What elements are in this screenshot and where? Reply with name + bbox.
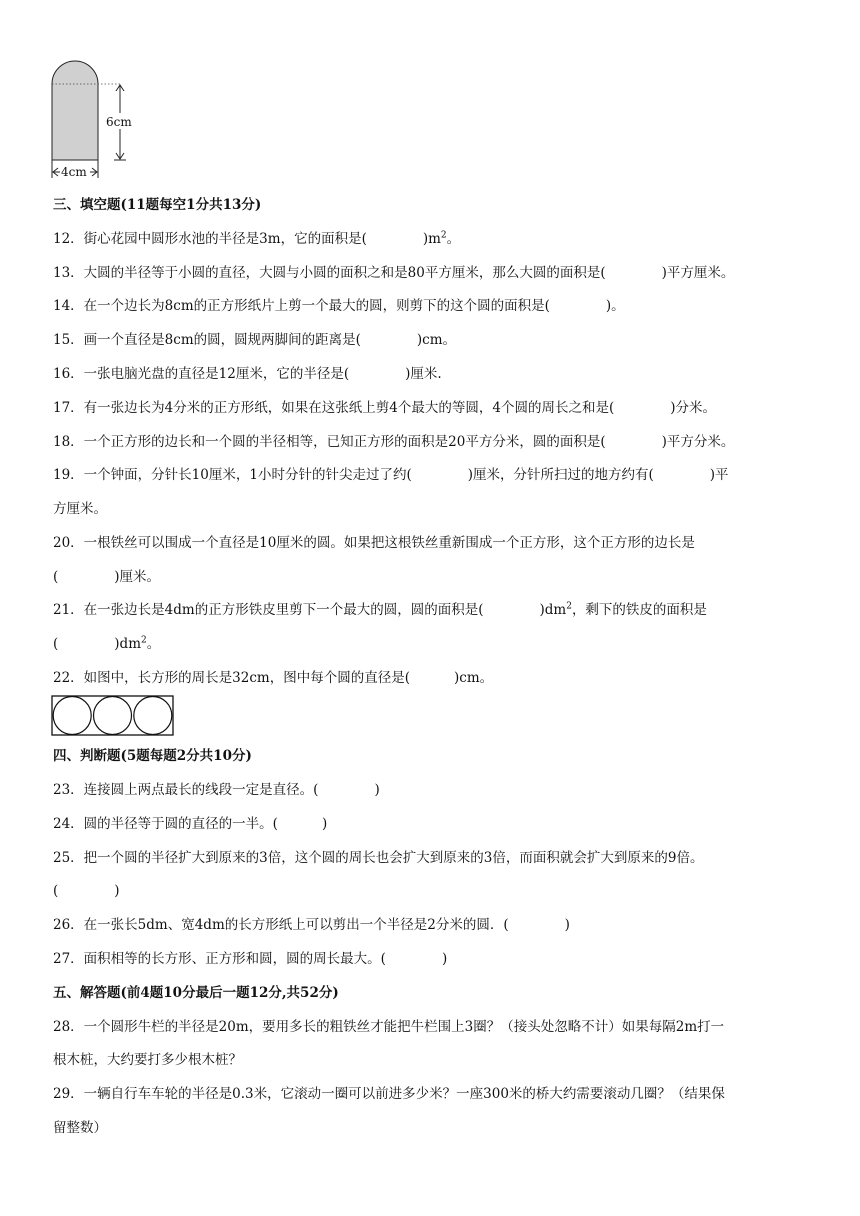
question-21-cont: ( )$dm^2$。 (53, 635, 161, 652)
question-29: 29．一辆自行车车轮的半径是0.3米，它滚动一圈可以前进多少米？一座300米的桥大约需要滚动几圈？（结果保 (53, 1086, 725, 1102)
semicircle-rectangle-figure (46, 56, 146, 182)
question-19: 19．一个钟面，分针长10厘米，1小时分针的针尖走过了约( )厘米，分针所扫过的地方约有( )平 (53, 467, 729, 483)
question-20-cont: ( )厘米。 (53, 569, 161, 585)
question-20: 20．一根铁丝可以围成一个直径是10厘米的圆。如果把这根铁丝重新围成一个正方形，这个正方形的边长是 (53, 535, 695, 551)
height-label: 6cm (106, 115, 132, 129)
rectangle-outline (52, 696, 173, 735)
question-18: 18．一个正方形的边长和一个圆的半径相等，已知正方形的面积是20平方分米，圆的面积是( )平方分米。 (53, 434, 735, 450)
section-heading-true-false: 四、判断题(5题每题2分共10分) (53, 748, 252, 764)
question-22: 22．如图中，长方形的周长是32cm，图中每个圆的直径是( )cm。 (53, 670, 494, 686)
question-14: 14．在一个边长为8cm的正方形纸片上剪一个最大的圆，则剪下的这个圆的面积是( )。 (53, 298, 625, 314)
question-16: 16．一张电脑光盘的直径是12厘米，它的半径是( )厘米. (53, 366, 442, 382)
three-circles-rectangle-figure (51, 695, 175, 737)
question-27: 27．面积相等的长方形、正方形和圆，圆的周长最大。( ) (53, 951, 448, 967)
question-23: 23．连接圆上两点最长的线段一定是直径。( ) (53, 782, 380, 798)
question-25: 25．把一个圆的半径扩大到原来的3倍，这个圆的周长也会扩大到原来的3倍，而面积就会扩大到原来的9倍。 (53, 850, 704, 866)
section-heading-fill-in: 三、填空题(11题每空1分共13分) (53, 197, 262, 213)
width-label: 4cm (61, 165, 87, 179)
question-13: 13．大圆的半径等于小圆的直径，大圆与小圆的面积之和是80平方厘米，那么大圆的面积是( )平方厘米。 (53, 265, 735, 281)
question-25-cont: ( ) (53, 883, 120, 899)
question-24: 24．圆的半径等于圆的直径的一半。( ) (53, 816, 328, 832)
question-28-cont: 根木桩，大约要打多少根木桩？ (53, 1052, 242, 1068)
question-28: 28．一个圆形牛栏的半径是20m，要用多长的粗铁丝才能把牛栏围上3圈？（接头处忽略不计）如果每隔2m打一 (53, 1019, 725, 1035)
question-12: 12．街心花园中圆形水池的半径是3m，它的面积是( )$m^2$。 (53, 230, 461, 247)
question-21: 21．在一张边长是4dm的正方形铁皮里剪下一个最大的圆，圆的面积是( )$dm^2$，剩下的铁皮的面积是 (53, 601, 707, 618)
section-heading-problem-solving: 五、解答题(前4题10分最后一题12分,共52分) (53, 985, 339, 1001)
question-29-cont: 留整数） (53, 1120, 107, 1136)
shape-shaded (52, 61, 98, 160)
question-19-cont: 方厘米。 (53, 501, 107, 517)
question-26: 26．在一张长5dm、宽4dm的长方形纸上可以剪出一个半径是2分米的圆．( ) (53, 917, 570, 933)
question-15: 15．画一个直径是8cm的圆，圆规两脚间的距离是( )cm。 (53, 332, 457, 348)
question-17: 17．有一张边长为4分米的正方形纸，如果在这张纸上剪4个最大的等圆，4个圆的周长之和是( )分米。 (53, 400, 716, 416)
